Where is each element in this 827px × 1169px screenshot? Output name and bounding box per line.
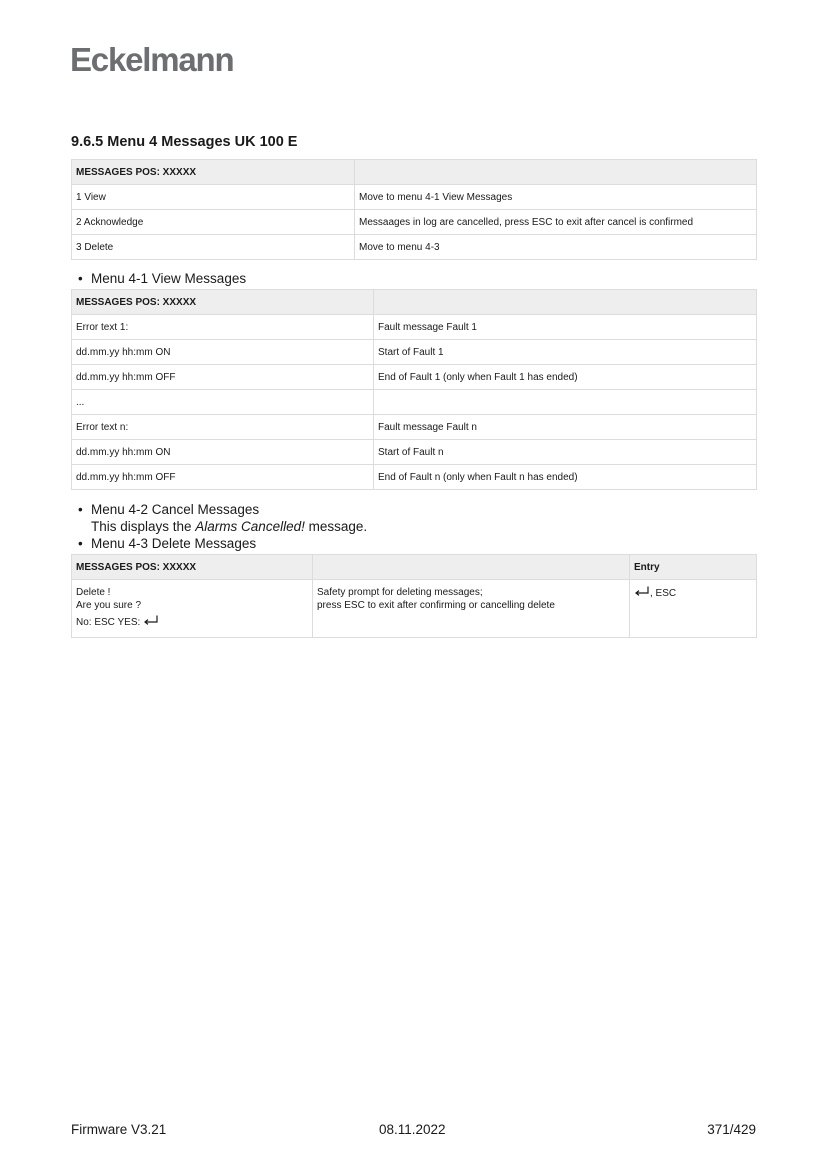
table-header-cell: MESSAGES POS: XXXXX xyxy=(72,160,355,185)
table-cell: Fault message Fault 1 xyxy=(374,315,757,340)
table-cell: 3 Delete xyxy=(72,235,355,260)
bullet-dot: • xyxy=(78,502,83,517)
delete-messages-table xyxy=(71,554,757,638)
table-header-cell: MESSAGES POS: XXXXX xyxy=(72,555,313,580)
table-cell xyxy=(374,390,757,415)
view-messages-table xyxy=(71,289,757,490)
bullet-label: Menu 4-3 Delete Messages xyxy=(91,536,257,551)
messages-menu-table xyxy=(71,159,757,260)
table-row xyxy=(72,185,757,210)
table-cell: 2 Acknowledge xyxy=(72,210,355,235)
key-hint-text: No: ESC YES: xyxy=(76,617,141,628)
bullet-cancel-messages xyxy=(78,502,259,518)
footer-firmware: Firmware V3.21 xyxy=(71,1122,167,1137)
table-cell: End of Fault n (only when Fault n has ended) xyxy=(374,465,757,490)
table-header-cell xyxy=(355,160,757,185)
safety-prompt-line: press ESC to exit after confirming or cancelling delete xyxy=(317,600,555,611)
table-cell: 1 View xyxy=(72,185,355,210)
alarms-cancelled-text: Alarms Cancelled! xyxy=(195,519,305,534)
footer-page-number: 371/429 xyxy=(707,1122,756,1137)
table-cell: End of Fault 1 (only when Fault 1 has ended) xyxy=(374,365,757,390)
table-cell xyxy=(630,580,757,638)
table-cell: dd.mm.yy hh:mm OFF xyxy=(72,365,374,390)
enter-key-icon xyxy=(143,615,159,626)
bullet-delete-messages xyxy=(78,536,256,552)
table-header-cell: Entry xyxy=(630,555,757,580)
table-row xyxy=(72,440,757,465)
confirm-question-line: Are you sure ? xyxy=(76,600,142,611)
description-text: This displays the xyxy=(91,519,196,534)
table-row xyxy=(72,315,757,340)
table-cell xyxy=(313,580,630,638)
table-row xyxy=(72,210,757,235)
table-cell: Move to menu 4-3 xyxy=(355,235,757,260)
table-cell: Start of Fault 1 xyxy=(374,340,757,365)
safety-prompt-line: Safety prompt for deleting messages; xyxy=(317,587,483,598)
table-cell: dd.mm.yy hh:mm OFF xyxy=(72,465,374,490)
description-text: message. xyxy=(304,519,368,534)
table-header-cell: MESSAGES POS: XXXXX xyxy=(72,290,374,315)
cancel-messages-description xyxy=(91,519,367,535)
table-row xyxy=(72,580,757,638)
bullet-label: Menu 4-1 View Messages xyxy=(91,271,247,286)
entry-keys-text: , ESC xyxy=(650,588,677,599)
footer-date: 08.11.2022 xyxy=(379,1122,446,1137)
bullet-view-messages xyxy=(78,271,246,287)
table-cell: Move to menu 4-1 View Messages xyxy=(355,185,757,210)
table-header-row xyxy=(72,290,757,315)
table-cell: Error text 1: xyxy=(72,315,374,340)
bullet-dot: • xyxy=(78,271,83,286)
table-cell: Start of Fault n xyxy=(374,440,757,465)
bullet-label: Menu 4-2 Cancel Messages xyxy=(91,502,260,517)
table-header-row xyxy=(72,555,757,580)
table-header-cell xyxy=(374,290,757,315)
table-cell: ... xyxy=(72,390,374,415)
bullet-dot: • xyxy=(78,536,83,551)
table-row xyxy=(72,415,757,440)
section-title: 9.6.5 Menu 4 Messages UK 100 E xyxy=(71,134,298,150)
key-hint-line xyxy=(76,615,308,629)
table-cell xyxy=(72,580,313,638)
table-cell: Error text n: xyxy=(72,415,374,440)
table-row xyxy=(72,235,757,260)
eckelmann-logo: Eckelmann xyxy=(70,41,234,78)
table-header-row xyxy=(72,160,757,185)
delete-prompt-line: Delete ! xyxy=(76,587,111,598)
table-header-cell xyxy=(313,555,630,580)
table-cell: dd.mm.yy hh:mm ON xyxy=(72,440,374,465)
table-row xyxy=(72,390,757,415)
table-row xyxy=(72,465,757,490)
table-row xyxy=(72,340,757,365)
table-row xyxy=(72,365,757,390)
table-cell: dd.mm.yy hh:mm ON xyxy=(72,340,374,365)
table-cell: Messaages in log are cancelled, press ESC to exit after cancel is confirmed xyxy=(355,210,757,235)
enter-key-icon xyxy=(634,586,650,597)
table-cell: Fault message Fault n xyxy=(374,415,757,440)
